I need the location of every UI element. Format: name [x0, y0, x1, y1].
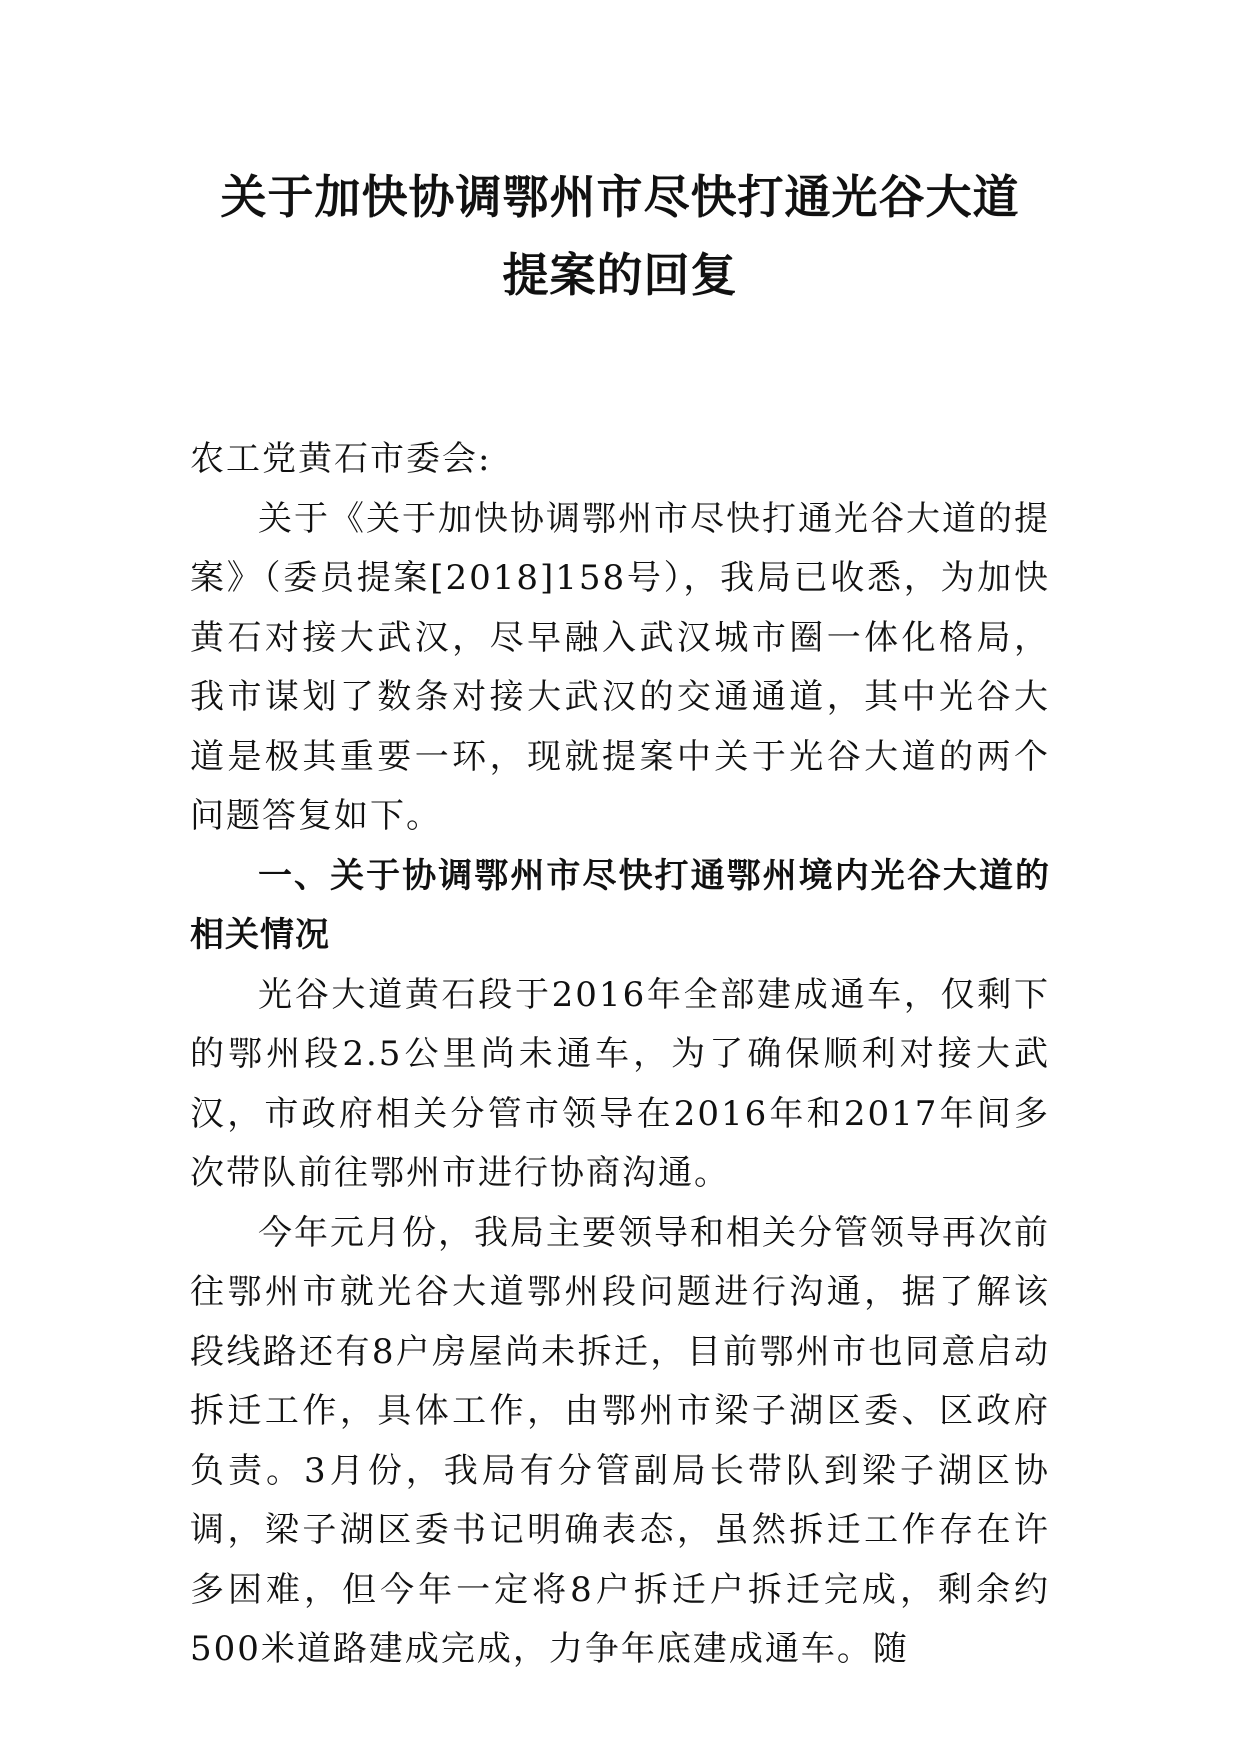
document-body [190, 430, 1050, 1680]
body-paragraph: 光谷大道黄石段于2016年全部建成通车，仅剩下的鄂州段2.5公里尚未通车，为了确保顺利对接大武汉，市政府相关分管市领导在2016年和2017年间多次带队前往鄂州市进行协商沟通。 [190, 974, 1050, 1193]
document-title-line-2: 提案的回复 [502, 248, 738, 302]
document-title-line-1: 关于加快协调鄂州市尽快打通光谷大道 [220, 170, 1020, 224]
intro-paragraph: 关于《关于加快协调鄂州市尽快打通光谷大道的提案》（委员提案[2018]158号），我局已收悉，为加快黄石对接大武汉，尽早融入武汉城市圈一体化格局，我市谋划了数条对接大武汉的交通通道，其中光谷大道是极其重要一环，现就提案中关于光谷大道的两个问题答复如下。 [190, 498, 1050, 836]
section-heading-1: 一、关于协调鄂州市尽快打通鄂州境内光谷大道的相关情况 [190, 855, 1050, 955]
body-paragraph: 今年元月份，我局主要领导和相关分管领导再次前往鄂州市就光谷大道鄂州段问题进行沟通，据了解该段线路还有8户房屋尚未拆迁，目前鄂州市也同意启动拆迁工作，具体工作，由鄂州市梁子湖区委、区政府负责。3月份，我局有分管副局长带队到梁子湖区协调，梁子湖区委书记明确表态，虽然拆迁工作存在许多困难，但今年一定将8户拆迁户拆迁完成，剩余约500米道路建成完成，力争年底建成通车。随 [190, 1212, 1050, 1669]
salutation: 农工党黄石市委会: [190, 439, 492, 479]
